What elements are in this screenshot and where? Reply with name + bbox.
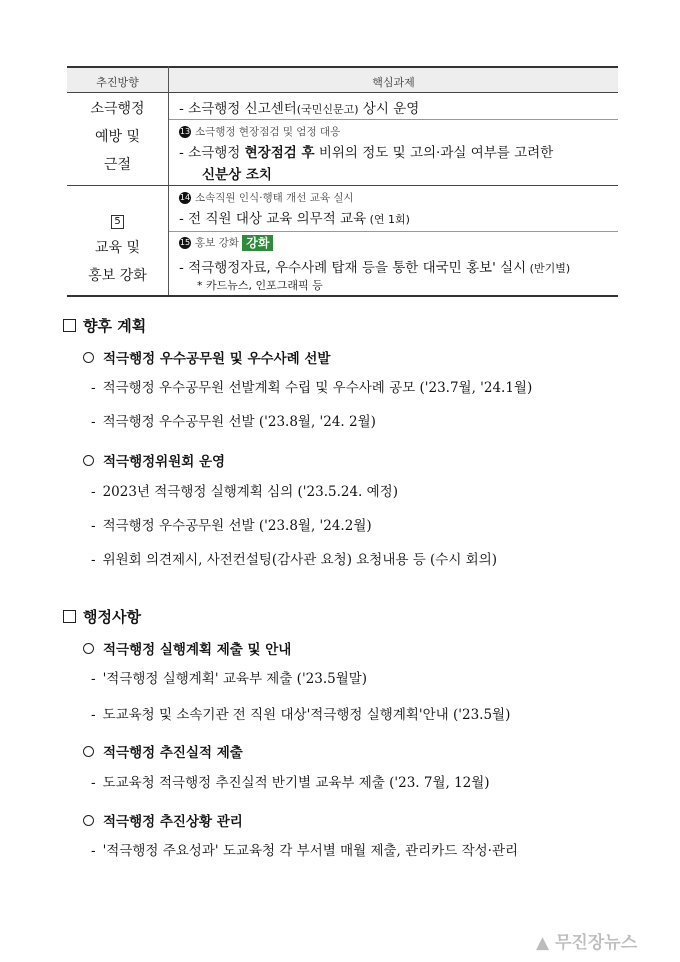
number-14-icon: 14 bbox=[179, 193, 191, 202]
list-item bbox=[91, 480, 398, 500]
list-item bbox=[91, 548, 497, 568]
row-divider bbox=[169, 231, 618, 232]
direction-line: 예방 및 bbox=[94, 129, 141, 145]
dash: - bbox=[91, 671, 96, 687]
number-15-icon: 15 bbox=[179, 238, 191, 247]
item-text: '적극행정 주요성과' 도교육청 각 부서별 매월 제출, 관리카드 작성·관리 bbox=[102, 843, 519, 859]
column-divider bbox=[168, 66, 169, 297]
group-title: 적극행정위원회 운영 bbox=[103, 454, 226, 470]
task-title: 소속직원 인식·행태 개선 교육 실시 bbox=[195, 192, 354, 204]
item-text: 도교육청 및 소속기관 전 직원 대상'적극행정 실행계획'안내 ('23.5월) bbox=[102, 707, 511, 723]
plan-group-title bbox=[83, 450, 225, 470]
direction-line: 교육 및 bbox=[94, 240, 141, 256]
task-small: (반기별) bbox=[526, 262, 571, 275]
task-15-line bbox=[179, 256, 570, 276]
group-title: 적극행정 추진상황 관리 bbox=[103, 814, 243, 830]
dash: - bbox=[91, 775, 96, 791]
list-item bbox=[91, 376, 532, 396]
direction-line: 소극행정 bbox=[90, 101, 145, 117]
task-text-end: 상시 운영 bbox=[358, 101, 420, 117]
text: 적극행정자료, 우수사례 탑재 등을 통한 대국민 홍보' 실시 bbox=[188, 260, 527, 276]
task-title: 소극행정 현장점검 및 엄정 대응 bbox=[195, 126, 341, 138]
task-15-title bbox=[179, 235, 273, 251]
item-text: 적극행정 우수공무원 선발 ('23.8월, '24. 2월) bbox=[102, 414, 376, 430]
boxed-number: 5 bbox=[111, 215, 124, 229]
tasks-table bbox=[67, 66, 618, 297]
square-bullet-icon bbox=[63, 319, 76, 332]
item-text: '적극행정 실행계획' 교육부 제출 ('23.5월말) bbox=[102, 671, 368, 687]
task-13-title bbox=[179, 124, 340, 139]
task-14-line bbox=[179, 207, 410, 227]
watermark bbox=[536, 928, 637, 953]
header-divider bbox=[67, 92, 618, 93]
dash: - bbox=[91, 414, 96, 430]
task-13-line2: 신분상 조치 bbox=[202, 167, 272, 183]
task-title: 홍보 강화 bbox=[195, 237, 239, 249]
circle-bullet-icon bbox=[83, 455, 94, 466]
dash: - bbox=[179, 260, 184, 276]
list-item bbox=[91, 703, 510, 723]
task-small: (국민신문고) bbox=[296, 103, 359, 116]
dash: - bbox=[179, 145, 184, 161]
dash: - bbox=[179, 211, 184, 227]
watermark-text: 무진장뉴스 bbox=[555, 933, 638, 953]
task-15-note: * 카드뉴스, 인포그래픽 등 bbox=[197, 279, 323, 292]
list-item bbox=[91, 839, 518, 859]
direction-education bbox=[67, 206, 168, 290]
circle-bullet-icon bbox=[83, 815, 94, 826]
dash: - bbox=[179, 101, 184, 117]
text: 전 직원 대상 교육 의무적 교육 bbox=[188, 211, 367, 227]
direction-prevention bbox=[67, 95, 168, 179]
task-13-line1 bbox=[179, 141, 553, 161]
item-text: 2023년 적극행정 실행계획 심의 ('23.5.24. 예정) bbox=[102, 484, 398, 500]
table-bottom-border bbox=[67, 295, 618, 297]
dash: - bbox=[91, 518, 96, 534]
dash: - bbox=[91, 552, 96, 568]
direction-line: 근절 bbox=[103, 157, 132, 173]
number-13-icon: 13 bbox=[179, 127, 191, 136]
group-title: 적극행정 우수공무원 및 우수사례 선발 bbox=[103, 351, 331, 367]
square-bullet-icon bbox=[63, 610, 76, 623]
admin-group-title bbox=[83, 741, 243, 761]
circle-bullet-icon bbox=[83, 746, 94, 757]
group-title: 적극행정 실행계획 제출 및 안내 bbox=[103, 642, 292, 658]
direction-number bbox=[67, 206, 168, 234]
list-item bbox=[91, 410, 376, 430]
dash: - bbox=[91, 380, 96, 396]
highlight-badge: 강화 bbox=[242, 235, 273, 251]
task-report-center bbox=[179, 97, 419, 117]
section-admin bbox=[63, 606, 141, 627]
bold-text: 현장점검 후 bbox=[244, 145, 315, 161]
section-title: 행정사항 bbox=[83, 608, 141, 626]
admin-group-title bbox=[83, 638, 291, 658]
task-small: (연 1회) bbox=[366, 213, 410, 226]
dash: - bbox=[91, 707, 96, 723]
admin-group-title bbox=[83, 810, 243, 830]
task-14-title bbox=[179, 190, 354, 205]
row-divider bbox=[169, 119, 618, 120]
section-title: 향후 계획 bbox=[83, 317, 147, 335]
dash: - bbox=[91, 843, 96, 859]
header-right-cell bbox=[169, 68, 618, 92]
list-item bbox=[91, 771, 490, 791]
direction-line: 홍보 강화 bbox=[88, 268, 147, 284]
item-text: 적극행정 우수공무원 선발계획 수립 및 우수사례 공모 ('23.7월, '24.1월) bbox=[102, 380, 533, 396]
item-text: 위원회 의견제시, 사전컨설팅(감사관 요청) 요청내용 등 (수시 회의) bbox=[102, 552, 498, 568]
header-left-cell bbox=[67, 68, 168, 92]
list-item bbox=[91, 514, 372, 534]
item-text: 적극행정 우수공무원 선발 ('23.8월, '24.2월) bbox=[102, 518, 372, 534]
list-item bbox=[91, 667, 367, 687]
group-divider bbox=[67, 185, 618, 186]
circle-bullet-icon bbox=[83, 352, 94, 363]
header-tasks: 핵심과제 bbox=[372, 76, 415, 89]
text: 소극행정 bbox=[188, 145, 245, 161]
mountain-icon: ▲ bbox=[536, 933, 550, 953]
header-direction: 추진방향 bbox=[96, 76, 139, 89]
task-text: 소극행정 신고센터 bbox=[188, 101, 297, 117]
plan-group-title bbox=[83, 347, 330, 367]
dash: - bbox=[91, 484, 96, 500]
circle-bullet-icon bbox=[83, 643, 94, 654]
text: 비위의 정도 및 고의·과실 여부를 고려한 bbox=[314, 145, 554, 161]
section-future-plan bbox=[63, 315, 146, 336]
item-text: 도교육청 적극행정 추진실적 반기별 교육부 제출 ('23. 7월, 12월) bbox=[102, 775, 490, 791]
group-title: 적극행정 추진실적 제출 bbox=[103, 745, 243, 761]
